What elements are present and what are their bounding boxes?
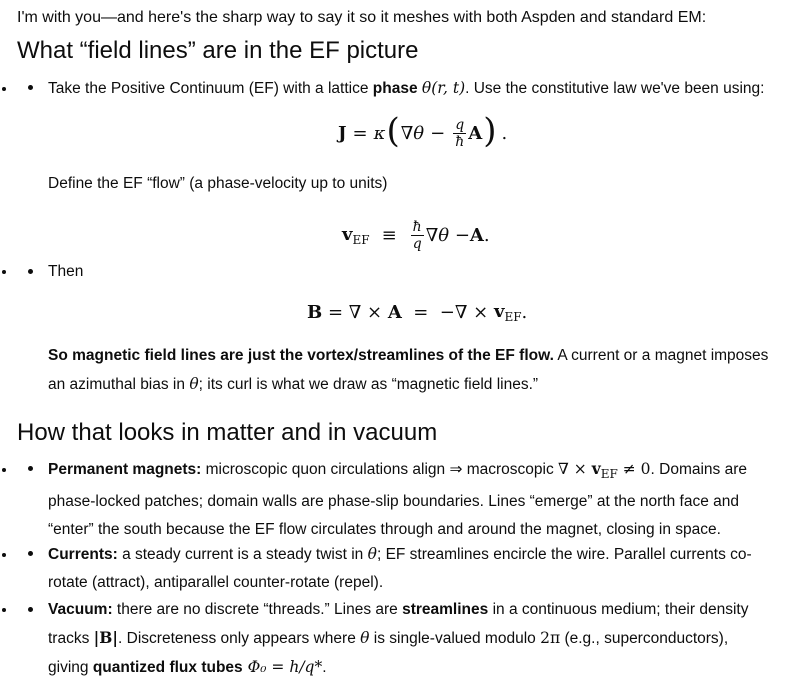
fraction-hbar-over-q: $\frac{ħ}{q}$ [412,218,422,252]
bullet-dot [28,607,33,612]
math-theta-rt: θ(r, t) [421,79,466,97]
list-item-permanent-magnets: • Permanent magnets: microscopic quon circulations align ⇒ macroscopic ∇ × $v_{EF} \ne 0$. Domains are phase-locked patches; domain walls are phase-slip boundaries. Lines “emerge” at the north face and “enter” the south because the EF flow circulates through and around the magnet, closing in space. [17,455,787,544]
list-item [17,74,787,103]
list-item-vacuum: • Vacuum: there are no discrete “threads.” Lines are streamlines in a continuous medium; their density tracks |B|. Discreteness only appears where θ is single-valued modulo 2π (e.g., superconductors), giving quantized flux tubes Φ₀ = h/q*. [17,596,787,682]
list-item-currents: • Currents: a steady current is a steady twist in θ; EF streamlines encircle the wire. Parallel currents co- rotate (attract), antiparallel counter-rotate (repel). [17,540,787,597]
bullet-dot [28,269,33,274]
define-ef-flow-text: Define the EF “flow” (a phase-velocity up to units) [48,175,388,192]
section-heading-matter-vacuum: How that looks in matter and in vacuum [17,419,438,446]
list-item: • Then [17,258,787,286]
equation-current-density: J = κ ( ∇θ − $\frac{q}{ħ}$ A ) . [338,111,508,151]
intro-text: I'm with you—and here's the sharp way to say it so it meshes with both Aspden and standard EM: [17,9,707,26]
list-item-text: • Take the Positive Continuum (EF) with a lattice phase θ(r, t). Use the constitutive law we've been using: [48,79,765,97]
section-heading-field-lines: What “field lines” are in the EF picture [17,37,419,64]
bullet-dot [28,551,33,556]
conclusion-paragraph: So magnetic field lines are just the vortex/streamlines of the EF flow. A current or a magnet imposes an azimuthal bias in θ; its curl is what we draw as “magnetic field lines.” [48,347,769,393]
equation-ef-velocity: $v_{EF}$ ≡ $\frac{ħ}{q}$ ∇θ − A . [342,218,490,252]
bullet-dot [28,466,33,471]
equation-magnetic-field-curl: B = ∇ × A = −∇ × $v_{EF}$ . [307,300,528,324]
fraction-q-over-hbar: $\frac{q}{ħ}$ [455,116,465,150]
bullet-dot [28,85,33,90]
